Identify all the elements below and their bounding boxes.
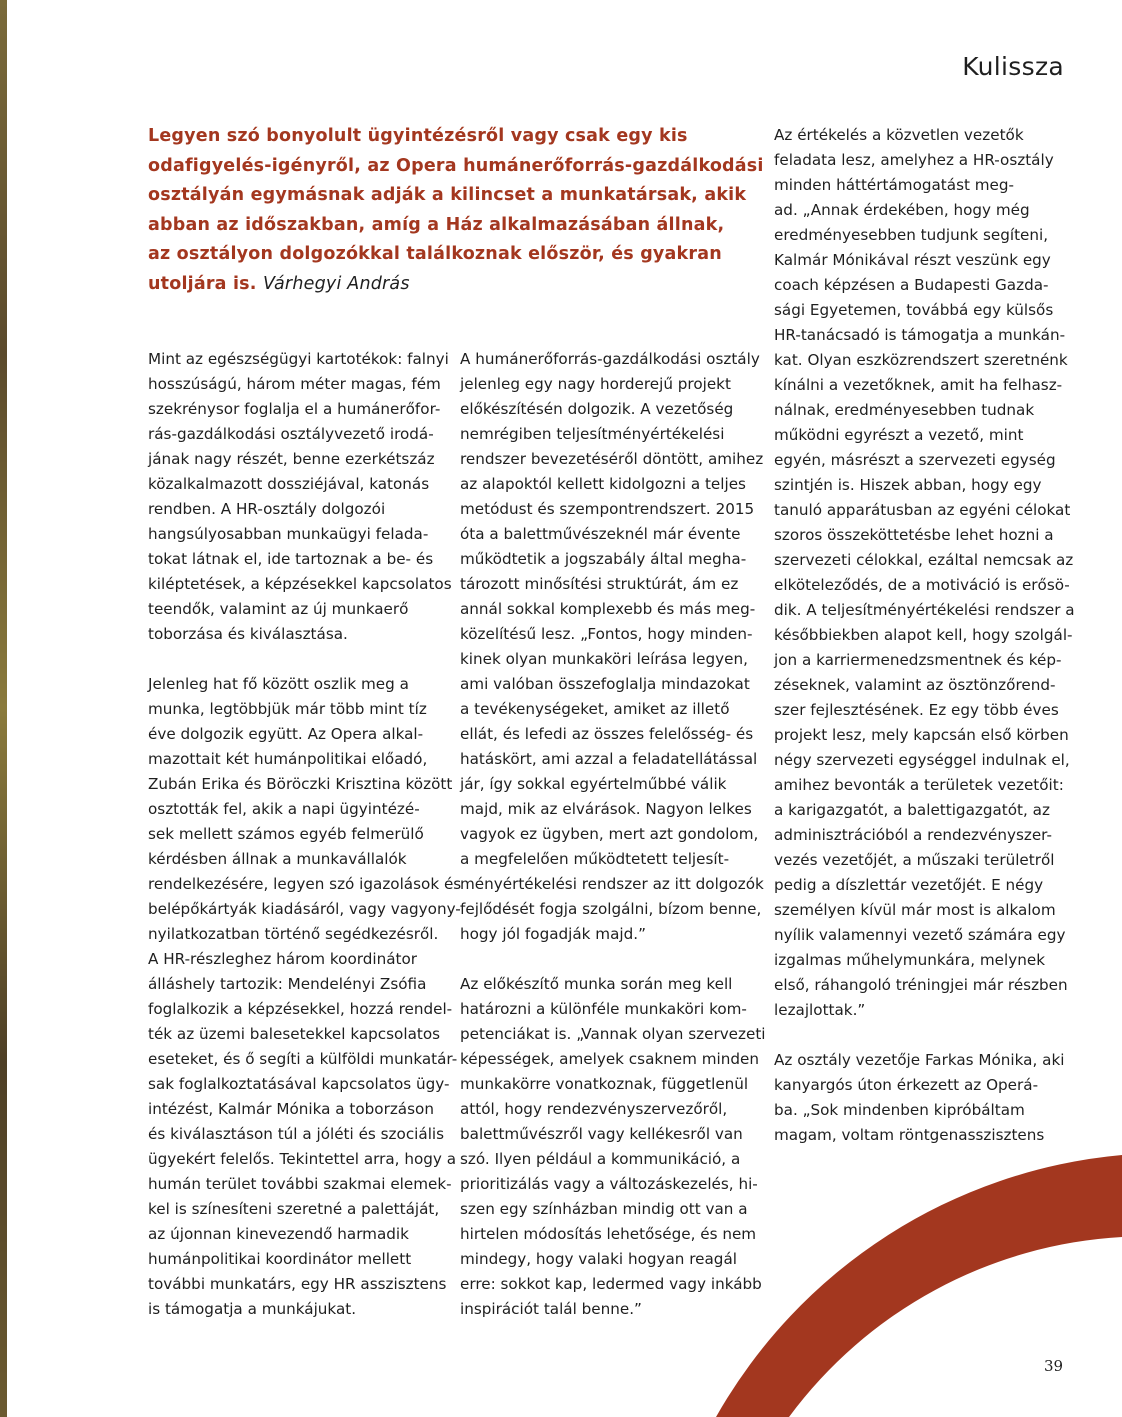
text-line: hosszúságú, három méter magas, fém (148, 375, 441, 393)
text-line: sági Egyetemen, továbbá egy külsős (774, 301, 1054, 319)
text-line: vezés vezetőjét, a műszaki területről (774, 851, 1055, 869)
text-line: későbbiekben alapot kell, hogy szolgál- (774, 626, 1073, 644)
text-line: rendszer bevezetéséről döntött, amihez (460, 450, 764, 468)
text-line: jának nagy részét, benne ezerkétszáz (148, 450, 435, 468)
text-line: az alapoktól kellett kidolgozni a teljes (460, 475, 746, 493)
text-line: coach képzésen a Budapesti Gazda- (774, 276, 1049, 294)
text-line: közalkalmazott dossziéjával, katonás (148, 475, 430, 493)
page-number: 39 (1044, 1357, 1064, 1375)
text-line: szen egy színházban mindig ott van a (460, 1200, 748, 1218)
text-line: dik. A teljesítményértékelési rendszer a (774, 601, 1075, 619)
text-line: kiléptetések, a képzésekkel kapcsolatos (148, 575, 452, 593)
text-line: adminisztrációból a rendezvényszer- (774, 826, 1052, 844)
text-line: A HR-részleghez három koordinátor (148, 950, 418, 968)
text-line: hatáskört, ami azzal a feladatellátással (460, 750, 758, 768)
text-line: A humánerőforrás-gazdálkodási osztály (460, 350, 760, 368)
text-line: projekt lesz, mely kapcsán első körben (774, 726, 1069, 744)
text-line: Jelenleg hat fő között oszlik meg a (148, 675, 409, 693)
text-line: nyilatkozatban történő segédkezésről. (148, 925, 439, 943)
text-line: hogy jól fogadják majd.” (460, 925, 646, 943)
text-line: éve dolgozik együtt. Az Opera alkal- (148, 725, 424, 743)
text-line: jon a karriermenedzsmentnek és kép- (774, 651, 1062, 669)
lead-line: Legyen szó bonyolult ügyintézésről vagy csak egy kis (148, 126, 688, 146)
text-line: ményértékelési rendszer az itt dolgozók (460, 875, 764, 893)
text-line: rendelkezésére, legyen szó igazolások és (148, 875, 462, 893)
author-name: Várhegyi András (262, 273, 410, 294)
text-line: foglalkozik a képzésekkel, hozzá rendel- (148, 1000, 453, 1018)
text-line: szekrénysor foglalja el a humánerőfor- (148, 400, 441, 418)
text-line: óta a balettművészeknél már évente (460, 525, 741, 543)
text-line: tanuló apparátusban az egyéni célokat (774, 501, 1071, 519)
text-line: pedig a díszlettár vezetőjét. E négy (774, 876, 1044, 894)
text-line: és kiválasztáson túl a jóléti és szociális (148, 1125, 445, 1143)
text-line: egyén, másrészt a szervezeti egység (774, 451, 1056, 469)
section-title: Kulissza (962, 52, 1064, 81)
text-line: Kalmár Mónikával részt veszünk egy (774, 251, 1051, 269)
text-line: jelenleg egy nagy horderejű projekt (460, 375, 731, 393)
text-line: további munkatárs, egy HR asszisztens (148, 1275, 447, 1293)
text-line: a megfelelően működtetett teljesít- (460, 850, 730, 868)
text-line: HR-tanácsadó is támogatja a munkán- (774, 326, 1066, 344)
text-line: ami valóban összefoglalja mindazokat (460, 675, 750, 693)
text-line: vagyok ez ügyben, mert azt gondolom, (460, 825, 759, 843)
text-line: toborzása és kiválasztása. (148, 625, 348, 643)
text-line: hangsúlyosabban munkaügyi felada- (148, 525, 429, 543)
text-line: prioritizálás vagy a változáskezelés, hi- (460, 1175, 758, 1193)
text-line: minden háttértámogatást meg- (774, 176, 1015, 194)
text-line: Mint az egészségügyi kartotékok: falnyi (148, 350, 449, 368)
text-line: sak foglalkoztatásával kapcsolatos ügy- (148, 1075, 450, 1093)
text-line: nemrégiben teljesítményértékelési (460, 425, 725, 443)
text-line: négy szervezeti egységgel indulnak el, (774, 751, 1070, 769)
text-line: munka, legtöbbjük már több mint tíz (148, 700, 427, 718)
text-line: előkészítésén dolgozik. A vezetőség (460, 400, 734, 418)
text-line: álláshely tartozik: Mendelényi Zsófia (148, 975, 427, 993)
text-line: kérdésben állnak a munkavállalók (148, 850, 407, 868)
lead-line: az osztályon dolgozókkal találkoznak először, és gyakran (148, 244, 722, 265)
text-line: kínálni a vezetőknek, amit ha felhasz- (774, 376, 1063, 394)
text-line: sek mellett számos egyéb felmerülő (148, 825, 424, 843)
text-line: szervezeti célokkal, ezáltal nemcsak az (774, 551, 1074, 569)
text-line: izgalmas műhelymunkára, melynek (774, 951, 1045, 969)
lead-line: osztályán egymásnak adják a kilincset a munkatársak, akik (148, 185, 747, 206)
text-line: jár, így sokkal egyértelműbbé válik (460, 775, 727, 793)
text-line: rendben. A HR-osztály dolgozói (148, 500, 386, 518)
text-line: Az értékelés a közvetlen vezetők (774, 126, 1024, 144)
text-line: kel is színesíteni szeretné a palettáját, (148, 1200, 440, 1218)
text-line: zéseknek, valamint az ösztönzőrend- (774, 676, 1056, 694)
text-line: határozni a különféle munkaköri kom- (460, 1000, 747, 1018)
text-line: teendők, valamint az új munkaerő (148, 600, 409, 618)
text-line: rás-gazdálkodási osztályvezető irodá- (148, 425, 434, 443)
text-line: inspirációt talál benne.” (460, 1300, 642, 1318)
text-line: kanyargós úton érkezett az Operá- (774, 1076, 1039, 1094)
text-line: mindegy, hogy valaki hogyan reagál (460, 1250, 737, 1268)
text-line: ügyekért felelős. Tekintettel arra, hogy a (148, 1150, 457, 1168)
text-line: fejlődését fogja szolgálni, bízom benne, (460, 900, 762, 918)
text-line: ad. „Annak érdekében, hogy még (774, 201, 1030, 219)
text-line: annál sokkal komplexebb és más meg- (460, 600, 756, 618)
text-line: feladata lesz, amelyhez a HR-osztály (774, 151, 1054, 169)
text-line: osztották fel, akik a napi ügyintézé- (148, 800, 420, 818)
text-line: kat. Olyan eszközrendszert szeretnénk (774, 351, 1068, 369)
text-line: szoros összeköttetésbe lehet hozni a (774, 526, 1054, 544)
text-line: majd, mik az elvárások. Nagyon lelkes (460, 800, 752, 818)
text-line: Az osztály vezetője Farkas Mónika, aki (774, 1051, 1065, 1069)
text-line: balettművészről vagy kellékesről van (460, 1125, 743, 1143)
text-line: a tevékenységeket, amiket az illető (460, 700, 730, 718)
text-line: működni egyrészt a vezető, mint (774, 426, 1024, 444)
text-line: működtetik a jogszabály által megha- (460, 550, 747, 568)
text-line: belépőkártyák kiadásáról, vagy vagyony- (148, 900, 461, 918)
text-line: szó. Ilyen például a kommunikáció, a (460, 1150, 741, 1168)
text-line: az újonnan kinevezendő harmadik (148, 1225, 409, 1243)
lead-line: odafigyelés-igényről, az Opera humánerőforrás-gazdálkodási (148, 155, 764, 176)
text-line: a karigazgatót, a balettigazgatót, az (774, 801, 1050, 819)
text-line: munkakörre vonatkoznak, függetlenül (460, 1075, 749, 1093)
arc-shape (716, 1155, 1122, 1417)
text-line: ba. „Sok mindenben kipróbáltam (774, 1101, 1025, 1119)
text-line: tározott minősítési struktúrát, ám ez (460, 575, 739, 593)
text-line: amihez bevonták a területek vezetőit: (774, 776, 1064, 794)
text-line: petenciákat is. „Vannak olyan szervezeti (460, 1025, 766, 1043)
text-line: eseteket, és ő segíti a külföldi munkatár- (148, 1050, 458, 1068)
text-line: mazottait két humánpolitikai előadó, (148, 750, 428, 768)
text-line: attól, hogy rendezvényszervezőről, (460, 1100, 728, 1118)
text-line: nyílik valamennyi vezető számára egy (774, 926, 1066, 944)
text-line: szer fejlesztésének. Ez egy több éves (774, 701, 1059, 719)
text-line: metódust és szempontrendszert. 2015 (460, 500, 755, 518)
text-line: intézést, Kalmár Mónika a toborzáson (148, 1100, 434, 1118)
text-line: eredményesebben tudjunk segíteni, (774, 226, 1049, 244)
text-line: humánpolitikai koordinátor mellett (148, 1250, 412, 1268)
text-line: tokat látnak el, ide tartoznak a be- és (148, 550, 434, 568)
text-line: közelítésű lesz. „Fontos, hogy minden- (460, 625, 753, 643)
text-line: képességek, amelyek csaknem minden (460, 1050, 760, 1068)
text-line: humán terület további szakmai elemek- (148, 1175, 452, 1193)
text-line: kinek olyan munkaköri leírása legyen, (460, 650, 748, 668)
text-line: lezajlottak.” (774, 1001, 866, 1019)
text-line: Az előkészítő munka során meg kell (460, 975, 733, 993)
text-line: ték az üzemi balesetekkel kapcsolatos (148, 1025, 441, 1043)
text-line: hirtelen módosítás lehetősége, és nem (460, 1225, 757, 1243)
text-line: nálnak, eredményesebben tudnak (774, 401, 1035, 419)
text-line: is támogatja a munkájukat. (148, 1300, 357, 1318)
text-line: első, ráhangoló tréningjei már részben (774, 976, 1068, 994)
text-line: szintjén is. Hiszek abban, hogy egy (774, 476, 1042, 494)
text-line: ellát, és lefedi az összes felelősség- és (460, 725, 754, 743)
text-line: erre: sokkot kap, ledermed vagy inkább (460, 1275, 762, 1293)
text-line: személyen kívül már most is alkalom (774, 901, 1056, 919)
text-line: elköteleződés, de a motiváció is erősö- (774, 576, 1070, 594)
lead-last-text: utoljára is. (148, 273, 257, 294)
lead-line: abban az időszakban, amíg a Ház alkalmazásában állnak, (148, 214, 725, 235)
text-line: magam, voltam röntgenasszisztens (774, 1126, 1045, 1144)
text-line: Zubán Erika és Böröczki Krisztina között (148, 775, 453, 793)
